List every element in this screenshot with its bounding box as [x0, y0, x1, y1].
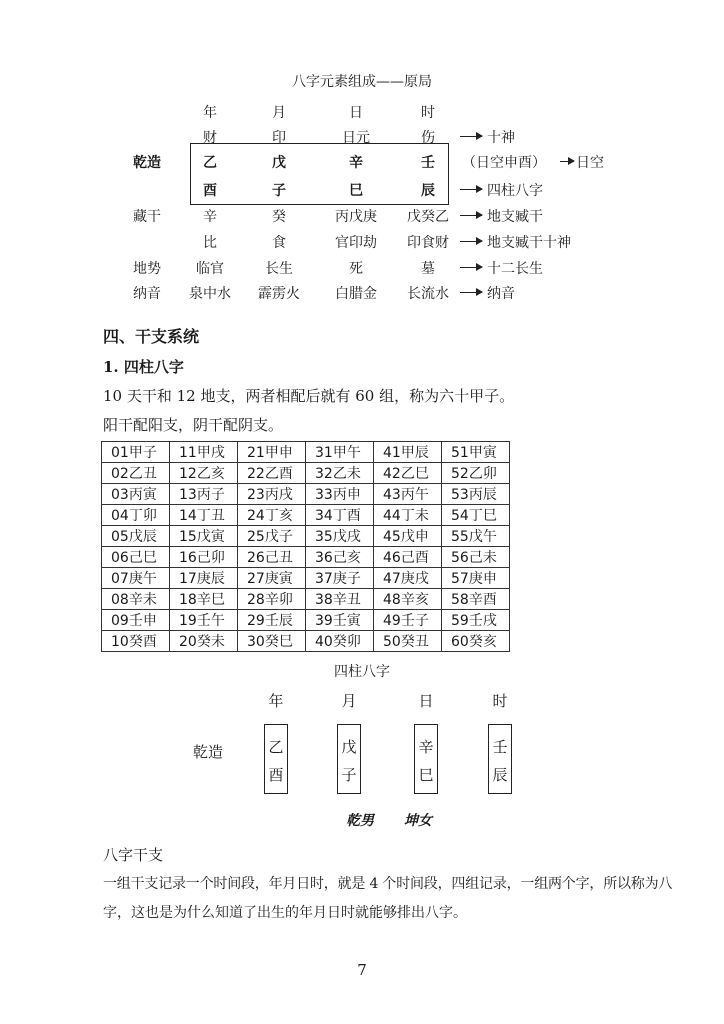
- annotation-rikong: 日空: [576, 155, 604, 171]
- table-cell: 53丙辰: [442, 484, 510, 505]
- caption-male: 乾男: [346, 813, 374, 829]
- chart1-canggan-shishen-month: 食: [272, 235, 286, 251]
- chart1-dishi-month: 长生: [265, 261, 293, 277]
- arrow-right-icon: [460, 189, 482, 190]
- chart1-shishen-day: 日元: [342, 130, 370, 146]
- table-row: [102, 589, 510, 610]
- table-cell: 54丁巳: [442, 505, 510, 526]
- table-cell: 40癸卯: [306, 631, 374, 652]
- table-cell: 42乙巳: [374, 463, 442, 484]
- table-row: [102, 631, 510, 652]
- chart2-zhi-month: 子: [341, 766, 357, 784]
- table-cell: 16己卯: [170, 547, 238, 568]
- chart2-pillar-month: 月: [341, 692, 357, 710]
- table-cell: 58辛酉: [442, 589, 510, 610]
- paragraph-jiazi: 10 天干和 12 地支，两者相配后就有 60 组，称为六十甲子。: [103, 387, 515, 405]
- table-cell: 34丁酉: [306, 505, 374, 526]
- chart2-row-label: 乾造: [193, 743, 224, 761]
- chart2-pillar-hour: 时: [492, 692, 508, 710]
- table-cell: 56己未: [442, 547, 510, 568]
- chart1-dishi-year: 临官: [196, 261, 224, 277]
- arrow-right-icon: [560, 161, 574, 162]
- chart1-tiangan-day: 辛: [349, 155, 363, 171]
- chart1-dizhi-day: 巳: [349, 183, 363, 199]
- chart2-zhi-day: 巳: [418, 766, 434, 784]
- section-heading: 四、干支系统: [103, 327, 200, 346]
- table-cell: 44丁未: [374, 505, 442, 526]
- table-cell: 51甲寅: [442, 442, 510, 463]
- table-cell: 60癸亥: [442, 631, 510, 652]
- table-cell: 15戊寅: [170, 526, 238, 547]
- arrow-right-icon: [460, 292, 482, 293]
- chart1-dizhi-month: 子: [272, 183, 286, 199]
- chart1-tiangan-month: 戊: [272, 155, 286, 171]
- chart1-canggan-month: 癸: [272, 209, 286, 225]
- chart2-gan-year: 乙: [268, 738, 284, 756]
- table-cell: 03丙寅: [102, 484, 170, 505]
- table-cell: 48辛亥: [374, 589, 442, 610]
- table-cell: 09壬申: [102, 610, 170, 631]
- annotation-sizhu: 四柱八字: [487, 183, 543, 199]
- table-cell: 47庚戌: [374, 568, 442, 589]
- chart1-tiangan-hour: 壬: [421, 155, 435, 171]
- table-cell: 07庚午: [102, 568, 170, 589]
- chart1-canggan-shishen-year: 比: [203, 235, 217, 251]
- table-cell: 11甲戌: [170, 442, 238, 463]
- chart1-canggan-day: 丙戊庚: [335, 209, 377, 225]
- table-cell: 05戊辰: [102, 526, 170, 547]
- caption-female: 坤女: [404, 813, 432, 829]
- chart1-nayin-year: 泉中水: [189, 286, 231, 302]
- chart1-shishen-month: 印: [272, 130, 286, 146]
- annotation-dishi: 十二长生: [487, 261, 543, 277]
- table-row: [102, 484, 510, 505]
- table-cell: 39壬寅: [306, 610, 374, 631]
- annotation-canggan-shishen: 地支臧干十神: [487, 235, 571, 251]
- table-cell: 27庚寅: [238, 568, 306, 589]
- table-cell: 17庚辰: [170, 568, 238, 589]
- paragraph-yinyang: 阳干配阳支，阴干配阴支。: [103, 416, 284, 434]
- table-cell: 41甲辰: [374, 442, 442, 463]
- chart1-row-label-qianzao: 乾造: [133, 155, 161, 171]
- chart1-canggan-shishen-hour: 印食财: [407, 235, 449, 251]
- table-cell: 50癸丑: [374, 631, 442, 652]
- chart1-nayin-hour: 长流水: [407, 286, 449, 302]
- annotation-rikong-note: （日空申酉）: [462, 155, 546, 171]
- table-cell: 38辛丑: [306, 589, 374, 610]
- table-cell: 49壬子: [374, 610, 442, 631]
- table-row: [102, 568, 510, 589]
- page-number: 7: [357, 961, 367, 979]
- chart1-row-label-nayin: 纳音: [133, 286, 161, 302]
- table-row: [102, 526, 510, 547]
- table-cell: 20癸未: [170, 631, 238, 652]
- chart1-tiangan-year: 乙: [203, 155, 217, 171]
- chart2-pillar-year: 年: [268, 692, 284, 710]
- arrow-right-icon: [460, 215, 482, 216]
- chart1-pillar-day: 日: [349, 105, 363, 121]
- chart2-gan-hour: 壬: [492, 738, 508, 756]
- chart1-dishi-hour: 墓: [421, 261, 435, 277]
- chart1-canggan-year: 辛: [203, 209, 217, 225]
- table-cell: 33丙申: [306, 484, 374, 505]
- table-row: [102, 547, 510, 568]
- table-cell: 57庚申: [442, 568, 510, 589]
- arrow-right-icon: [460, 267, 482, 268]
- chart1-shishen-year: 财: [203, 130, 217, 146]
- jiazi-table: [101, 441, 510, 652]
- table-row: [102, 610, 510, 631]
- table-cell: 43丙午: [374, 484, 442, 505]
- table-cell: 23丙戌: [238, 484, 306, 505]
- chart1-dizhi-year: 酉: [203, 183, 217, 199]
- table-cell: 32乙未: [306, 463, 374, 484]
- table-cell: 30癸巳: [238, 631, 306, 652]
- table-cell: 25戊子: [238, 526, 306, 547]
- table-row: [102, 463, 510, 484]
- chart1-row-label-dishi: 地势: [133, 261, 161, 277]
- table-cell: 08辛未: [102, 589, 170, 610]
- chart2-title: 四柱八字: [334, 664, 390, 680]
- chart1-nayin-day: 白腊金: [335, 286, 377, 302]
- table-cell: 35戊戌: [306, 526, 374, 547]
- chart2-pillar-day: 日: [418, 692, 434, 710]
- paragraph-bazi-line1: 一组干支记录一个时间段，年月日时，就是 4 个时间段，四组记录，一组两个字，所以称为八: [103, 876, 673, 892]
- table-cell: 37庚子: [306, 568, 374, 589]
- table-row: [102, 442, 510, 463]
- table-cell: 45戊申: [374, 526, 442, 547]
- table-cell: 21甲申: [238, 442, 306, 463]
- chart1-shishen-hour: 伤: [421, 130, 435, 146]
- chart1-row-label-canggan: 藏干: [133, 209, 161, 225]
- chart2-gan-month: 戊: [341, 738, 357, 756]
- table-cell: 29壬辰: [238, 610, 306, 631]
- table-cell: 46己酉: [374, 547, 442, 568]
- table-cell: 12乙亥: [170, 463, 238, 484]
- table-cell: 26己丑: [238, 547, 306, 568]
- table-cell: 18辛巳: [170, 589, 238, 610]
- table-cell: 31甲午: [306, 442, 374, 463]
- chart1-pillar-month: 月: [272, 105, 286, 121]
- table-cell: 28辛卯: [238, 589, 306, 610]
- chart1-canggan-shishen-day: 官印劫: [335, 235, 377, 251]
- table-cell: 01甲子: [102, 442, 170, 463]
- annotation-canggan: 地支臧干: [487, 209, 543, 225]
- section2-title: 八字干支: [103, 846, 164, 864]
- subheading: 1. 四柱八字: [103, 358, 184, 376]
- arrow-right-icon: [460, 241, 482, 242]
- table-cell: 04丁卯: [102, 505, 170, 526]
- paragraph-bazi-line2: 字，这也是为什么知道了出生的年月日时就能够排出八字。: [103, 905, 467, 921]
- sizhu-box: [190, 143, 449, 205]
- chart2-zhi-year: 酉: [268, 766, 284, 784]
- table-cell: 02乙丑: [102, 463, 170, 484]
- table-row: [102, 505, 510, 526]
- annotation-shishen: 十神: [487, 130, 515, 146]
- table-cell: 13丙子: [170, 484, 238, 505]
- table-cell: 22乙酉: [238, 463, 306, 484]
- table-cell: 59壬戌: [442, 610, 510, 631]
- chart1-dizhi-hour: 辰: [421, 183, 435, 199]
- table-cell: 14丁丑: [170, 505, 238, 526]
- chart1-pillar-hour: 时: [421, 105, 435, 121]
- table-cell: 24丁亥: [238, 505, 306, 526]
- chart1-dishi-day: 死: [349, 261, 363, 277]
- table-cell: 55戊午: [442, 526, 510, 547]
- arrow-right-icon: [460, 136, 482, 137]
- chart2-zhi-hour: 辰: [492, 766, 508, 784]
- chart1-pillar-year: 年: [203, 105, 217, 121]
- table-cell: 52乙卯: [442, 463, 510, 484]
- annotation-nayin: 纳音: [487, 286, 515, 302]
- chart2-gan-day: 辛: [418, 738, 434, 756]
- table-cell: 19壬午: [170, 610, 238, 631]
- table-cell: 06己巳: [102, 547, 170, 568]
- chart1-title: 八字元素组成——原局: [292, 74, 432, 90]
- table-cell: 36己亥: [306, 547, 374, 568]
- chart1-nayin-month: 霹雳火: [258, 286, 300, 302]
- chart1-canggan-hour: 戊癸乙: [407, 209, 449, 225]
- table-cell: 10癸酉: [102, 631, 170, 652]
